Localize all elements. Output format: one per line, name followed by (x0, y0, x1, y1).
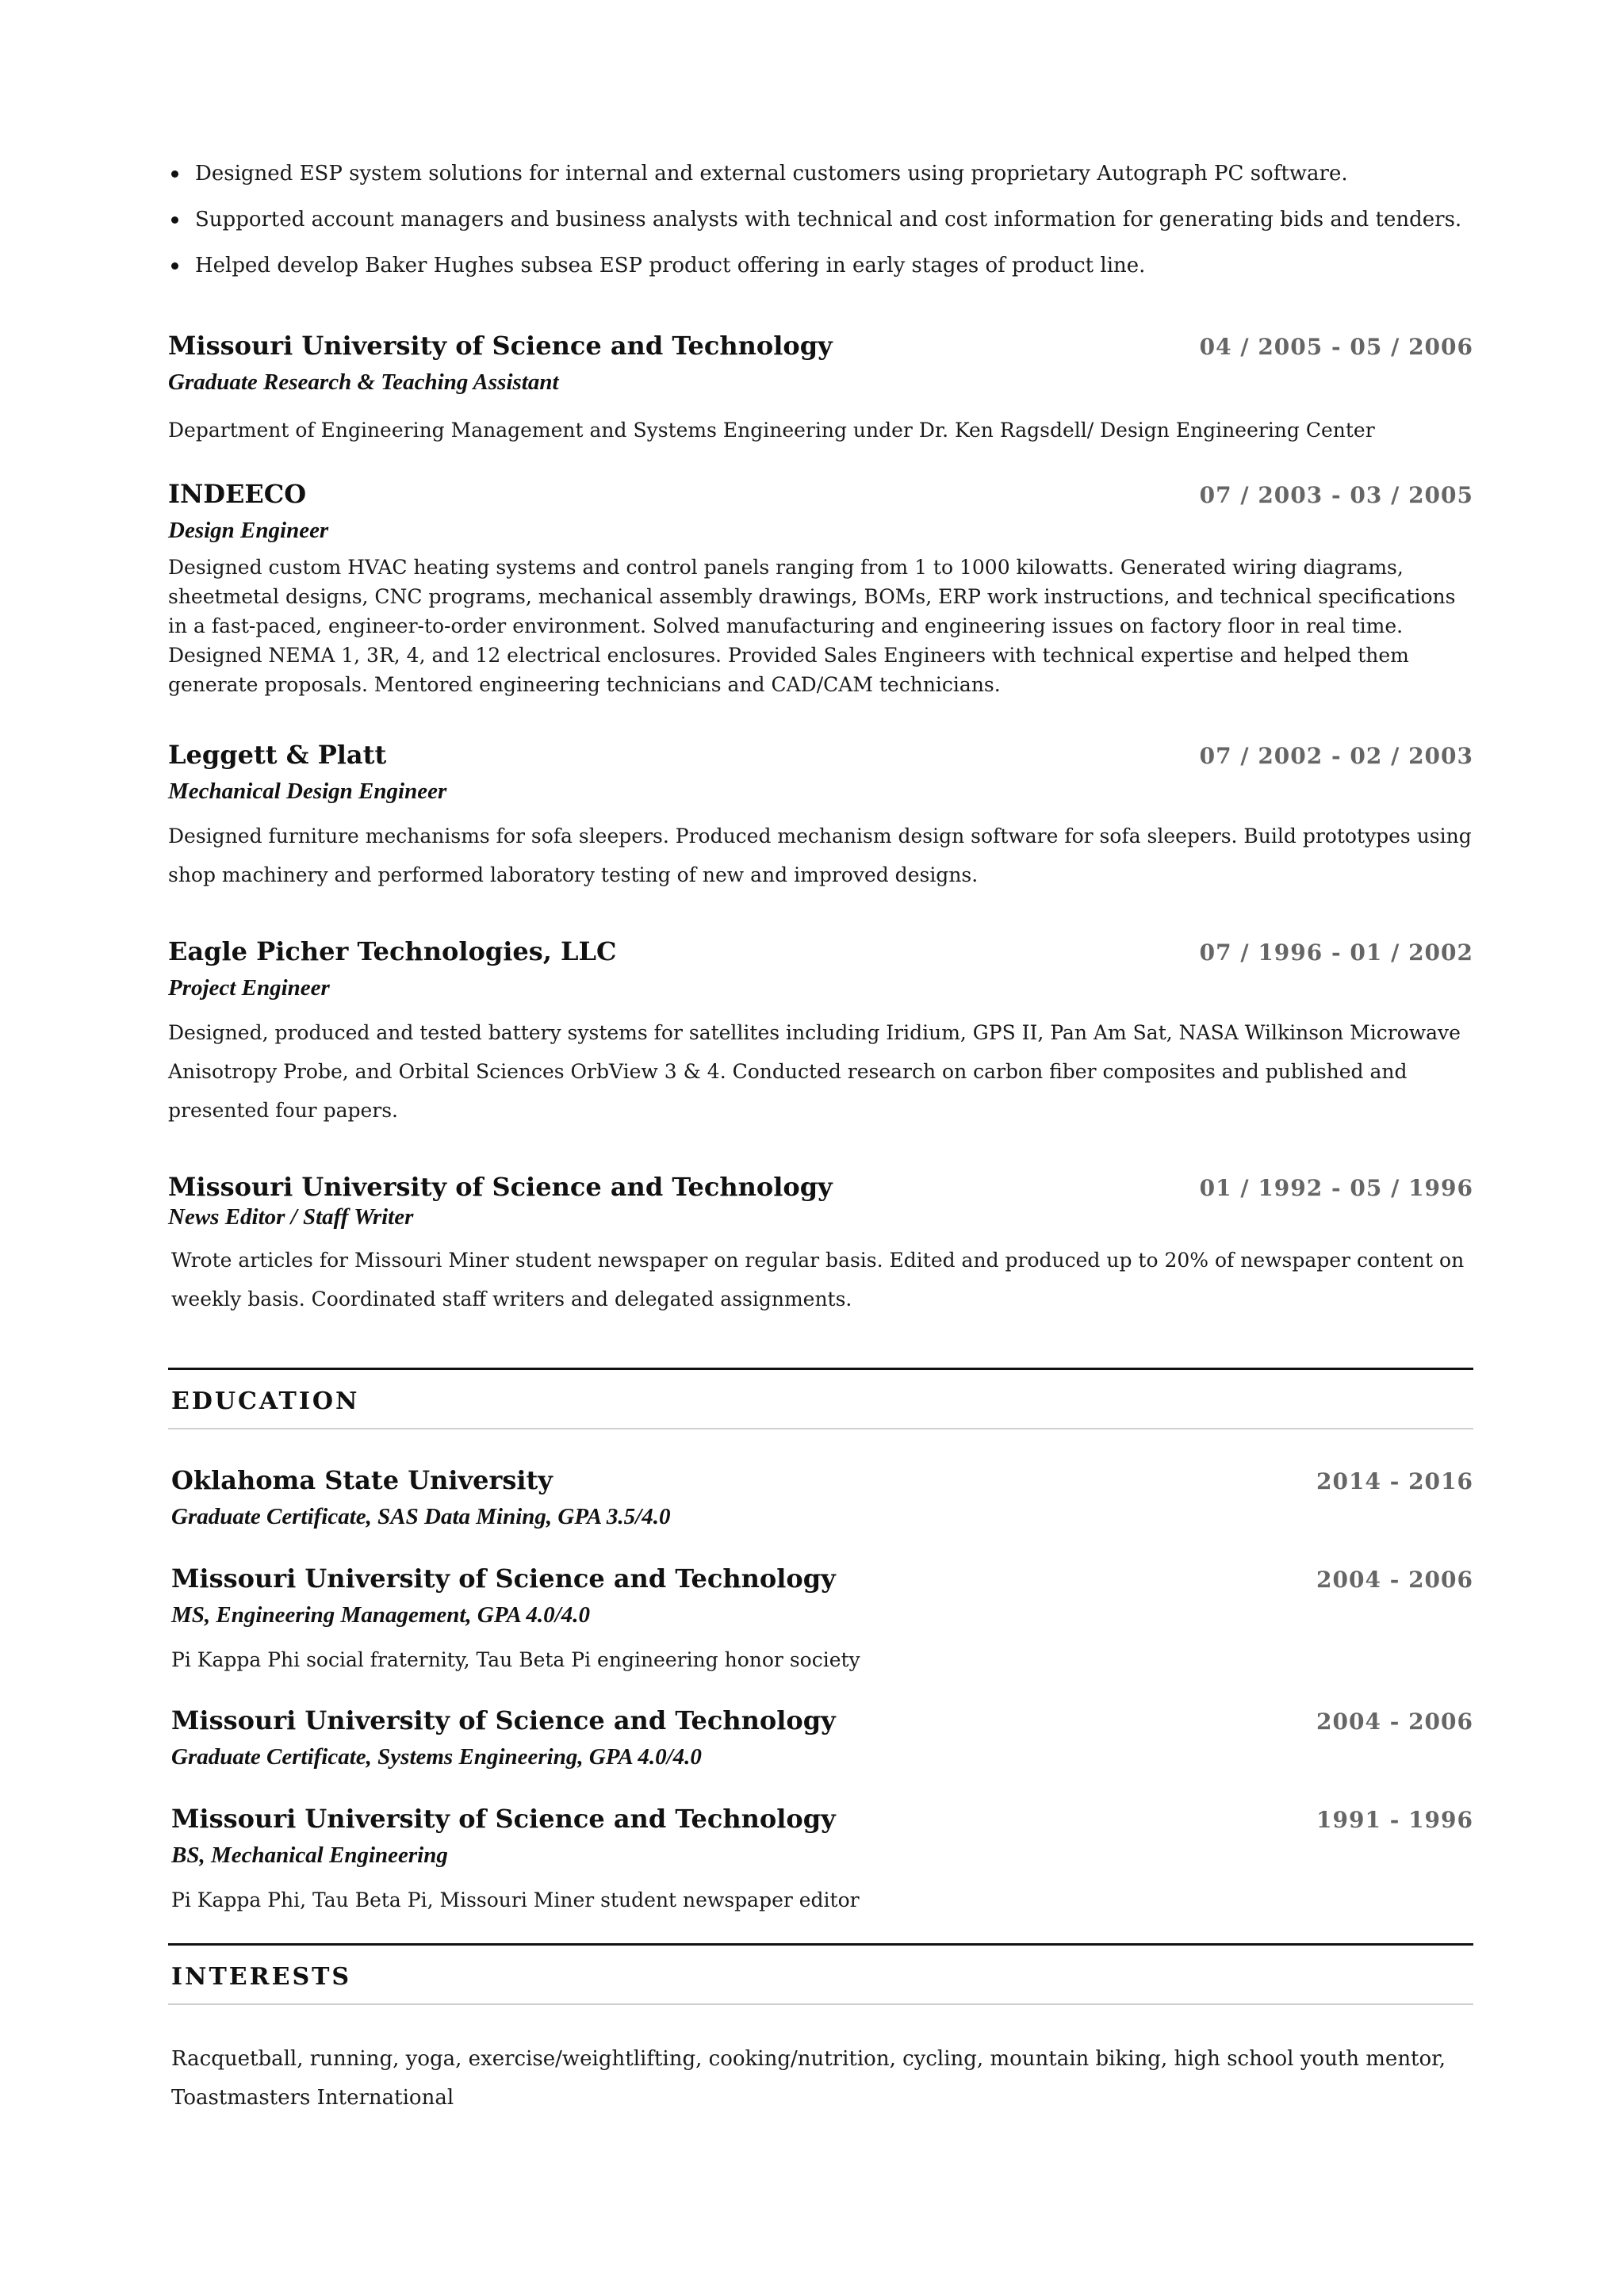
school-name: Missouri University of Science and Technology (171, 1804, 836, 1834)
experience-entry (168, 737, 1473, 894)
school-name: Oklahoma State University (171, 1465, 553, 1495)
education-notes: Pi Kappa Phi, Tau Beta Pi, Missouri Miner student newspaper editor (171, 1888, 860, 1911)
job-title: Graduate Research & Teaching Assistant (168, 369, 559, 395)
education-section (168, 1368, 1473, 1915)
section-heading: EDUCATION (168, 1368, 1473, 1429)
job-description: Wrote articles for Missouri Miner student newspaper on regular basis. Edited and produced up to 20% of newspaper content on weekly basis. Coordinated staff writers and delegated assignments. (171, 1249, 1465, 1311)
experience-entry (168, 328, 1473, 445)
education-dates: 2014 - 2016 (1316, 1468, 1473, 1494)
degree: MS, Engineering Management, GPA 4.0/4.0 (171, 1602, 590, 1628)
education-entry (171, 1703, 1473, 1773)
section-heading: INTERESTS (168, 1943, 1473, 2005)
responsibility-list (168, 159, 1473, 281)
employment-dates: 07 / 2002 - 02 / 2003 (1199, 743, 1473, 769)
school-name: Missouri University of Science and Technology (171, 1705, 836, 1735)
interests-text: Racquetball, running, yoga, exercise/weightlifting, cooking/nutrition, cycling, mountain biking, high school youth mentor, Toastmasters International (171, 2047, 1446, 2110)
degree: BS, Mechanical Engineering (171, 1843, 448, 1868)
experience-entry (168, 934, 1473, 1130)
employment-dates: 07 / 2003 - 03 / 2005 (1199, 482, 1473, 508)
experience-entry (168, 1169, 1473, 1318)
job-description: Designed furniture mechanisms for sofa sleepers. Produced mechanism design software for sofa sleepers. Build prototypes using shop machinery and performed laboratory testing of new and improved designs. (168, 825, 1472, 886)
employer-name: Missouri University of Science and Technology (168, 331, 833, 361)
job-description: Designed, produced and tested battery systems for satellites including Iridium, GPS II, Pan Am Sat, NASA Wilkinson Microwave Anisotropy Probe, and Orbital Sciences OrbView 3 & 4. Conducted research on carbon fiber composites and published and presented four papers. (168, 1021, 1461, 1122)
employer-name: Eagle Picher Technologies, LLC (168, 936, 617, 966)
job-title: Project Engineer (168, 975, 330, 1001)
education-entry (171, 1801, 1473, 1915)
employer-name: INDEECO (168, 479, 307, 509)
education-entry (171, 1561, 1473, 1674)
employer-name: Missouri University of Science and Technology (168, 1172, 833, 1202)
education-notes: Pi Kappa Phi social fraternity, Tau Beta Pi engineering honor society (171, 1648, 860, 1671)
degree: Graduate Certificate, Systems Engineering, GPA 4.0/4.0 (171, 1744, 702, 1770)
job-title: News Editor / Staff Writer (168, 1204, 414, 1230)
job-title: Mechanical Design Engineer (168, 779, 447, 804)
employer-name: Leggett & Platt (168, 740, 387, 770)
education-entry (171, 1463, 1473, 1533)
experience-entry (168, 476, 1473, 699)
list-item: Helped develop Baker Hughes subsea ESP product offering in early stages of product line. (168, 251, 1473, 281)
list-item: Supported account managers and business analysts with technical and cost information for generating bids and tenders. (168, 205, 1473, 235)
education-dates: 1991 - 1996 (1316, 1807, 1473, 1833)
job-description: Designed custom HVAC heating systems and control panels ranging from 1 to 1000 kilowatts. Generated wiring diagrams, sheetmetal designs, CNC programs, mechanical assembly drawings, BOMs, ERP work instructions, and technical specifications in a fast-paced, engineer-to-order environment. Solved manufacturing and engineering issues on factory floor in real time. Designed NEMA 1, 3R, 4, and 12 electrical enclosures. Provided Sales Engineers with technical expertise and helped them generate proposals. Mentored engineering technicians and CAD/CAM technicians. (168, 556, 1456, 696)
employment-dates: 04 / 2005 - 05 / 2006 (1199, 334, 1473, 360)
list-item: Designed ESP system solutions for internal and external customers using proprietary Autograph PC software. (168, 159, 1473, 189)
employment-dates: 07 / 1996 - 01 / 2002 (1199, 939, 1473, 966)
job-title: Design Engineer (168, 518, 329, 543)
education-dates: 2004 - 2006 (1316, 1567, 1473, 1593)
degree: Graduate Certificate, SAS Data Mining, GPA 3.5/4.0 (171, 1504, 671, 1529)
interests-section (168, 1943, 1473, 2118)
education-dates: 2004 - 2006 (1316, 1709, 1473, 1735)
school-name: Missouri University of Science and Technology (171, 1563, 836, 1594)
job-description: Department of Engineering Management and Systems Engineering under Dr. Ken Ragsdell/ Design Engineering Center (168, 419, 1375, 442)
employment-dates: 01 / 1992 - 05 / 1996 (1199, 1175, 1473, 1201)
